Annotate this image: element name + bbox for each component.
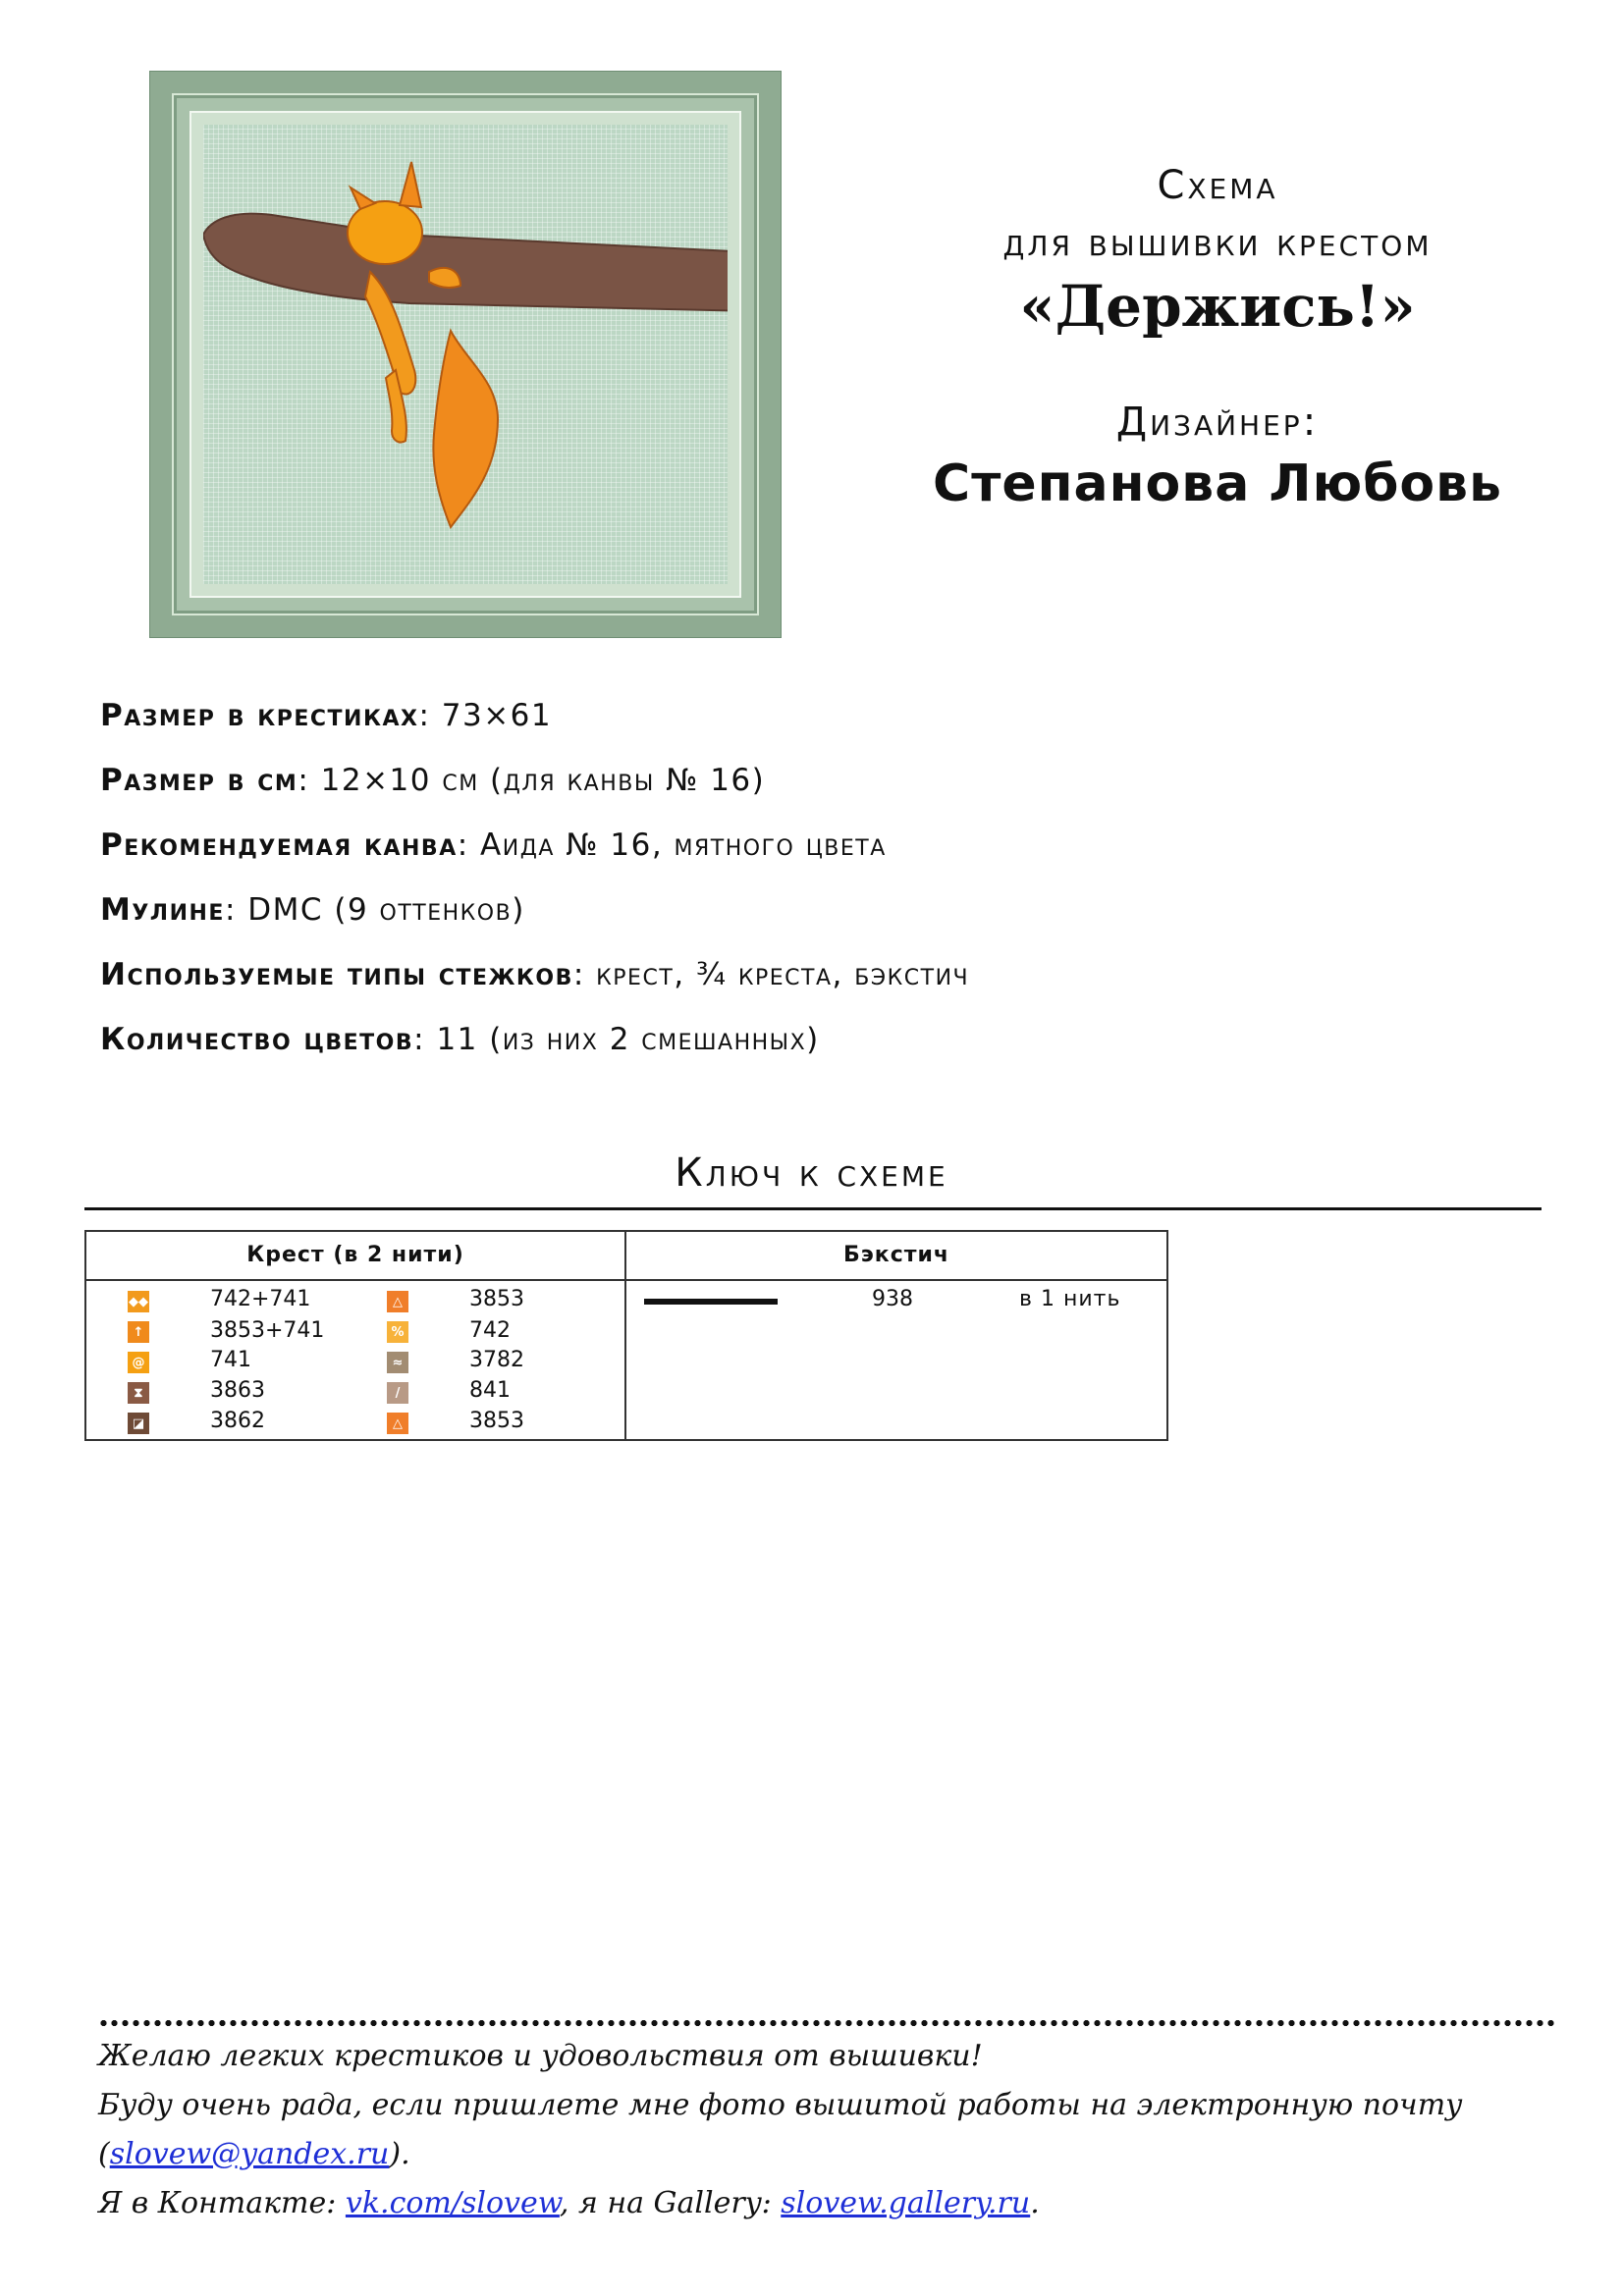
vk-link[interactable]: vk.com/slovew <box>345 2186 560 2220</box>
pattern-name: «Держись!» <box>1019 273 1416 340</box>
footer-social-end: . <box>1030 2186 1040 2220</box>
cross-header: Крест (в 2 нити) <box>246 1243 464 1267</box>
spec-value: Аида № 16, мятного цвета <box>480 828 887 863</box>
footer-message <box>98 2032 1591 2228</box>
wave-icon: ≈ <box>387 1352 408 1373</box>
floss-code: 3782 <box>469 1348 524 1372</box>
spec-key: Размер в крестиках <box>100 698 419 733</box>
backstitch-code: 938 <box>872 1287 913 1311</box>
squirrel-illustration <box>203 125 728 584</box>
floss-code: 742 <box>469 1318 511 1343</box>
floss-code: 3853 <box>469 1409 524 1433</box>
table-divider-horizontal <box>86 1279 1166 1281</box>
designer-label: Дизайнер: <box>1115 400 1320 445</box>
key-table <box>84 1230 1168 1441</box>
key-divider <box>84 1207 1542 1210</box>
floss-code: 3853+741 <box>210 1318 325 1343</box>
spec-row: Рекомендуемая канва: Аида № 16, мятного цвета <box>100 828 887 863</box>
squirrel-tail <box>433 331 498 527</box>
spec-row: Мулине: DMC (9 оттенков) <box>100 892 525 928</box>
footer-photo-end: ). <box>389 2137 410 2171</box>
spiral-icon: @ <box>128 1352 149 1373</box>
spec-key: Размер в см <box>100 763 298 798</box>
spec-key: Используемые типы стежков <box>100 957 573 992</box>
spec-row: Размер в крестиках: 73×61 <box>100 698 553 733</box>
footer-social <box>98 2179 1591 2228</box>
percent-icon: % <box>387 1321 408 1343</box>
backstitch-header: Бэкстич <box>842 1243 950 1267</box>
table-divider-vertical <box>624 1232 626 1439</box>
floss-code: 741 <box>210 1348 251 1372</box>
spec-value: 73×61 <box>441 698 553 733</box>
arrow-up-icon: ↑ <box>128 1321 149 1343</box>
floss-code: 742+741 <box>210 1287 311 1311</box>
footer-photo-request <box>98 2081 1591 2179</box>
spec-value: 12×10 см (для канвы № 16) <box>320 763 766 798</box>
spec-value: крест, ¾ креста, бэкстич <box>596 957 970 992</box>
floss-code: 3853 <box>469 1287 524 1311</box>
spec-row: Используемые типы стежков: крест, ¾ креста, бэкстич <box>100 957 970 992</box>
spec-key: Мулине <box>100 892 225 928</box>
floss-code: 3863 <box>210 1378 265 1403</box>
pattern-preview-image <box>149 71 782 638</box>
spec-key: Рекомендуемая канва <box>100 828 458 863</box>
title-subtitle: для вышивки крестом <box>1002 220 1433 265</box>
squirrel-ear <box>400 162 421 207</box>
spec-row: Количество цветов: 11 (из них 2 смешанных) <box>100 1022 820 1057</box>
gallery-link[interactable]: slovew.gallery.ru <box>781 2186 1031 2220</box>
triangle-icon: △ <box>387 1413 408 1434</box>
triangle-icon: △ <box>387 1291 408 1312</box>
diamonds-icon: ◆◆ <box>128 1291 149 1312</box>
squirrel-head <box>348 201 422 264</box>
footer-photo-text: Буду очень рада, если пришлете мне фото вышитой работы на электронную почту ( <box>98 2088 1463 2171</box>
footer-wish: Желаю легких крестиков и удовольствия от вышивки! <box>98 2039 983 2073</box>
embroidery-canvas <box>203 125 728 584</box>
footer-dotted-divider <box>98 2019 1557 2027</box>
spec-key: Количество цветов <box>100 1022 414 1057</box>
email-link[interactable]: slovew@yandex.ru <box>109 2137 390 2171</box>
square-corner-icon: ◪ <box>128 1413 149 1434</box>
footer-gallery-label: , я на Gallery: <box>559 2186 782 2220</box>
backstitch-strands: в 1 нить <box>1019 1287 1121 1311</box>
title-scheme: Схема <box>1157 163 1278 208</box>
designer-name: Степанова Любовь <box>933 454 1502 513</box>
frame-mat <box>189 111 741 598</box>
spec-row: Размер в см: 12×10 см (для канвы № 16) <box>100 763 766 798</box>
title-block <box>864 157 1571 518</box>
spec-value: 11 (из них 2 смешанных) <box>436 1022 820 1057</box>
backstitch-line-sample <box>644 1299 778 1305</box>
slash-icon: / <box>387 1382 408 1404</box>
floss-code: 841 <box>469 1378 511 1403</box>
hourglass-icon: ⧗ <box>128 1382 149 1404</box>
spec-value: DMC (9 оттенков) <box>247 892 525 928</box>
frame-bevel <box>172 93 759 615</box>
key-title: Ключ к схеме <box>675 1150 948 1196</box>
pattern-specs <box>100 683 1524 1072</box>
branch-shape <box>203 214 728 311</box>
floss-code: 3862 <box>210 1409 265 1433</box>
footer-vk-label: Я в Контакте: <box>98 2186 346 2220</box>
